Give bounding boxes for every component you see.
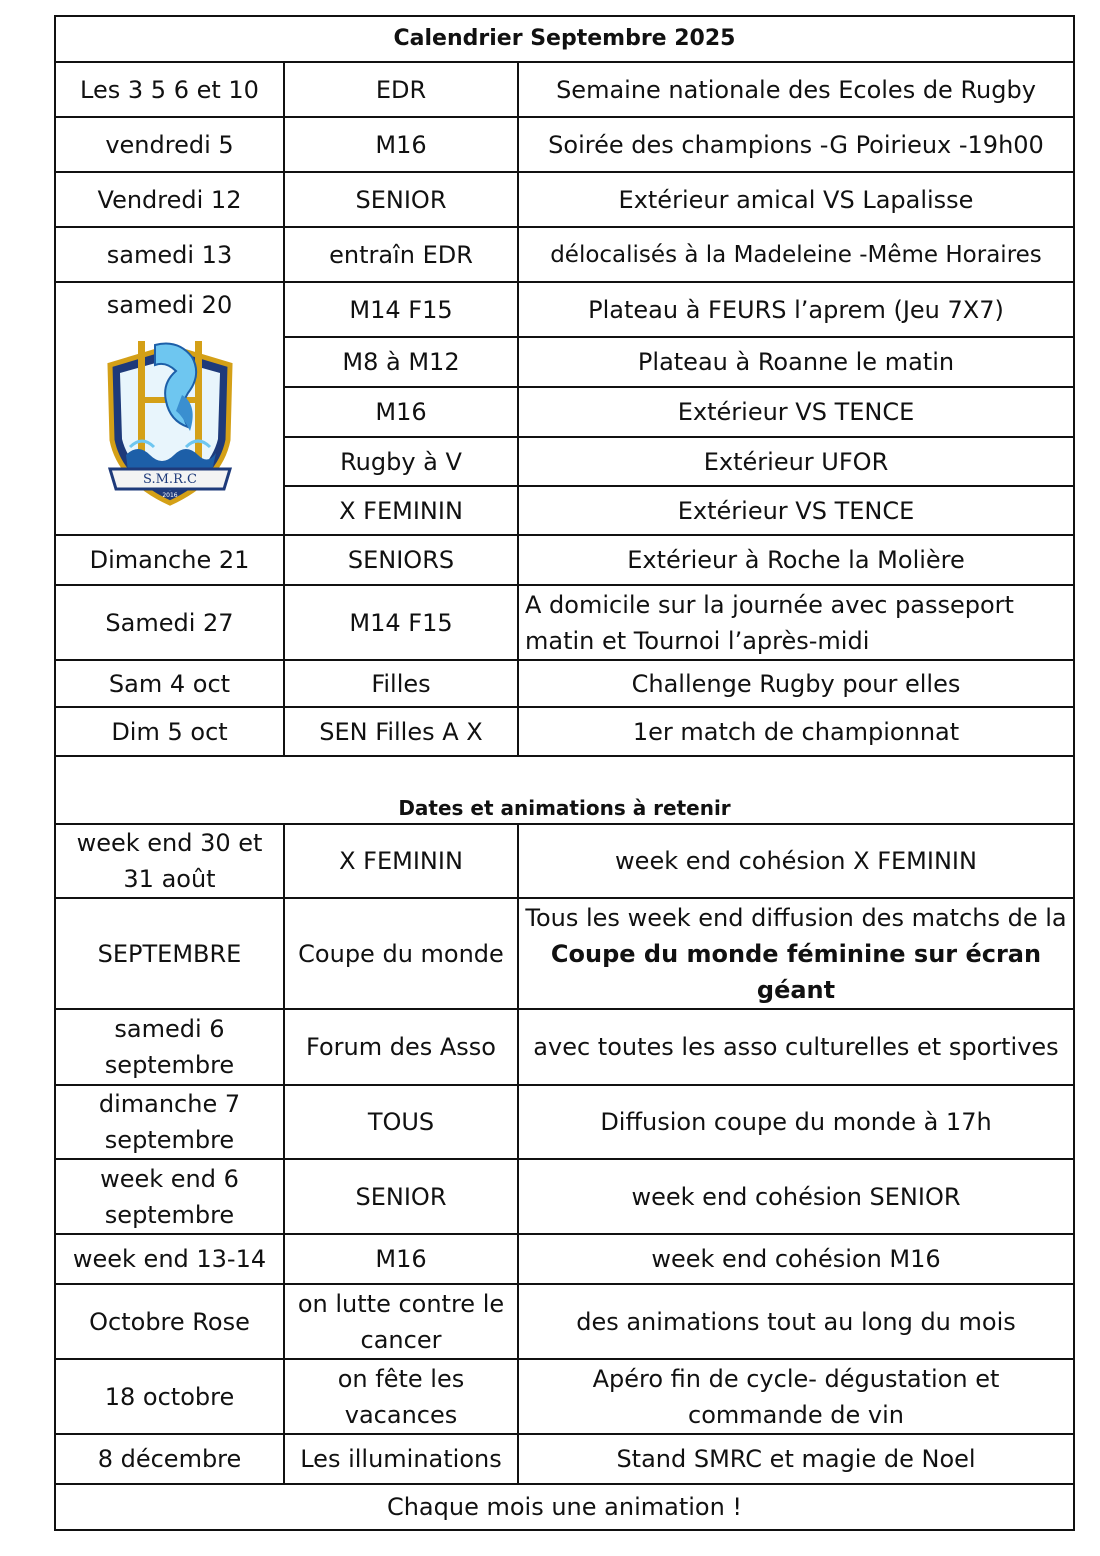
group-cell: M8 à M12 [284, 337, 518, 387]
group-cell: M14 F15 [284, 282, 518, 337]
table-row [55, 1284, 1074, 1359]
section-title: Dates et animations à retenir [55, 756, 1074, 824]
event-cell: Extérieur VS TENCE [518, 387, 1074, 437]
date-cell: Sam 4 oct [55, 660, 284, 707]
table-row [55, 1085, 1074, 1159]
group-cell: M16 [284, 117, 518, 172]
group-cell: EDR [284, 62, 518, 117]
table-row [55, 1434, 1074, 1484]
date-cell: week end 6 septembre [55, 1159, 284, 1234]
table-row [55, 1009, 1074, 1085]
group-cell: M14 F15 [284, 585, 518, 660]
table-row [55, 1359, 1074, 1434]
event-cell: Plateau à FEURS l’aprem (Jeu 7X7) [518, 282, 1074, 337]
table-row [55, 535, 1074, 585]
event-cell: Diffusion coupe du monde à 17h [518, 1085, 1074, 1159]
logo-year: 2016 [161, 492, 178, 499]
table-row [55, 172, 1074, 227]
footer-row [55, 1484, 1074, 1530]
event-cell: Challenge Rugby pour elles [518, 660, 1074, 707]
event-cell: des animations tout au long du mois [518, 1284, 1074, 1359]
event-cell: Semaine nationale des Ecoles de Rugby [518, 62, 1074, 117]
date-cell: Les 3 5 6 et 10 [55, 62, 284, 117]
date-cell: 18 octobre [55, 1359, 284, 1434]
event-cell: Extérieur amical VS Lapalisse [518, 172, 1074, 227]
group-cell: on lutte contre le cancer [284, 1284, 518, 1359]
group-cell: on fête les vacances [284, 1359, 518, 1434]
group-cell: Filles [284, 660, 518, 707]
logo-text: S.M.R.C [142, 472, 197, 487]
date-cell: samedi 6 septembre [55, 1009, 284, 1085]
group-cell: Coupe du monde [284, 898, 518, 1009]
group-cell: SEN Filles A X [284, 707, 518, 756]
group-cell: SENIOR [284, 172, 518, 227]
table-row [55, 585, 1074, 660]
date-cell: Samedi 27 [55, 585, 284, 660]
date-cell: week end 13-14 [55, 1234, 284, 1284]
table-row [55, 282, 1074, 337]
table-row [55, 1234, 1074, 1284]
date-cell: 8 décembre [55, 1434, 284, 1484]
date-cell: Dimanche 21 [55, 535, 284, 585]
event-cell: 1er match de championnat [518, 707, 1074, 756]
section-row [55, 756, 1074, 824]
calendar-sheet [54, 15, 1073, 1531]
event-highlight: Coupe du monde féminine sur écran géant [550, 939, 1042, 1004]
group-cell: X FEMININ [284, 486, 518, 535]
event-cell: délocalisés à la Madeleine -Même Horaires [518, 227, 1074, 282]
event-cell: A domicile sur la journée avec passeport matin et Tournoi l’après-midi [518, 585, 1074, 660]
event-cell: avec toutes les asso culturelles et sportives [518, 1009, 1074, 1085]
group-cell: entraîn EDR [284, 227, 518, 282]
club-logo [62, 335, 277, 507]
group-cell: SENIORS [284, 535, 518, 585]
table-row [55, 824, 1074, 898]
table-row [55, 227, 1074, 282]
date-cell: dimanche 7 septembre [55, 1085, 284, 1159]
group-cell: M16 [284, 1234, 518, 1284]
event-cell: Stand SMRC et magie de Noel [518, 1434, 1074, 1484]
table-row [55, 707, 1074, 756]
event-text: Tous les week end diffusion des matchs de la [525, 903, 1067, 932]
event-cell: Soirée des champions -G Poirieux -19h00 [518, 117, 1074, 172]
title-row [55, 16, 1074, 62]
calendar-table [54, 15, 1075, 1531]
table-row [55, 660, 1074, 707]
smrc-shield-logo-icon [100, 335, 240, 507]
date-cell: Octobre Rose [55, 1284, 284, 1359]
date-cell-with-logo [55, 282, 284, 535]
event-cell: Plateau à Roanne le matin [518, 337, 1074, 387]
event-cell: Extérieur UFOR [518, 437, 1074, 486]
date-cell: SEPTEMBRE [55, 898, 284, 1009]
event-cell: Apéro fin de cycle- dégustation et commande de vin [518, 1359, 1074, 1434]
group-cell: Les illuminations [284, 1434, 518, 1484]
event-cell: week end cohésion SENIOR [518, 1159, 1074, 1234]
date-cell: week end 30 et 31 août [55, 824, 284, 898]
group-cell: Rugby à V [284, 437, 518, 486]
event-cell: week end cohésion M16 [518, 1234, 1074, 1284]
footer-note: Chaque mois une animation ! [55, 1484, 1074, 1530]
calendar-title: Calendrier Septembre 2025 [55, 16, 1074, 62]
event-cell: Extérieur VS TENCE [518, 486, 1074, 535]
event-cell [518, 898, 1074, 1009]
group-cell: Forum des Asso [284, 1009, 518, 1085]
table-row [55, 117, 1074, 172]
date-cell: vendredi 5 [55, 117, 284, 172]
table-row [55, 898, 1074, 1009]
date-cell: samedi 20 [106, 291, 233, 319]
event-cell: Extérieur à Roche la Molière [518, 535, 1074, 585]
event-cell: week end cohésion X FEMININ [518, 824, 1074, 898]
table-row [55, 62, 1074, 117]
table-row [55, 1159, 1074, 1234]
group-cell: TOUS [284, 1085, 518, 1159]
date-cell: Vendredi 12 [55, 172, 284, 227]
group-cell: SENIOR [284, 1159, 518, 1234]
date-cell: Dim 5 oct [55, 707, 284, 756]
date-cell: samedi 13 [55, 227, 284, 282]
group-cell: M16 [284, 387, 518, 437]
group-cell: X FEMININ [284, 824, 518, 898]
